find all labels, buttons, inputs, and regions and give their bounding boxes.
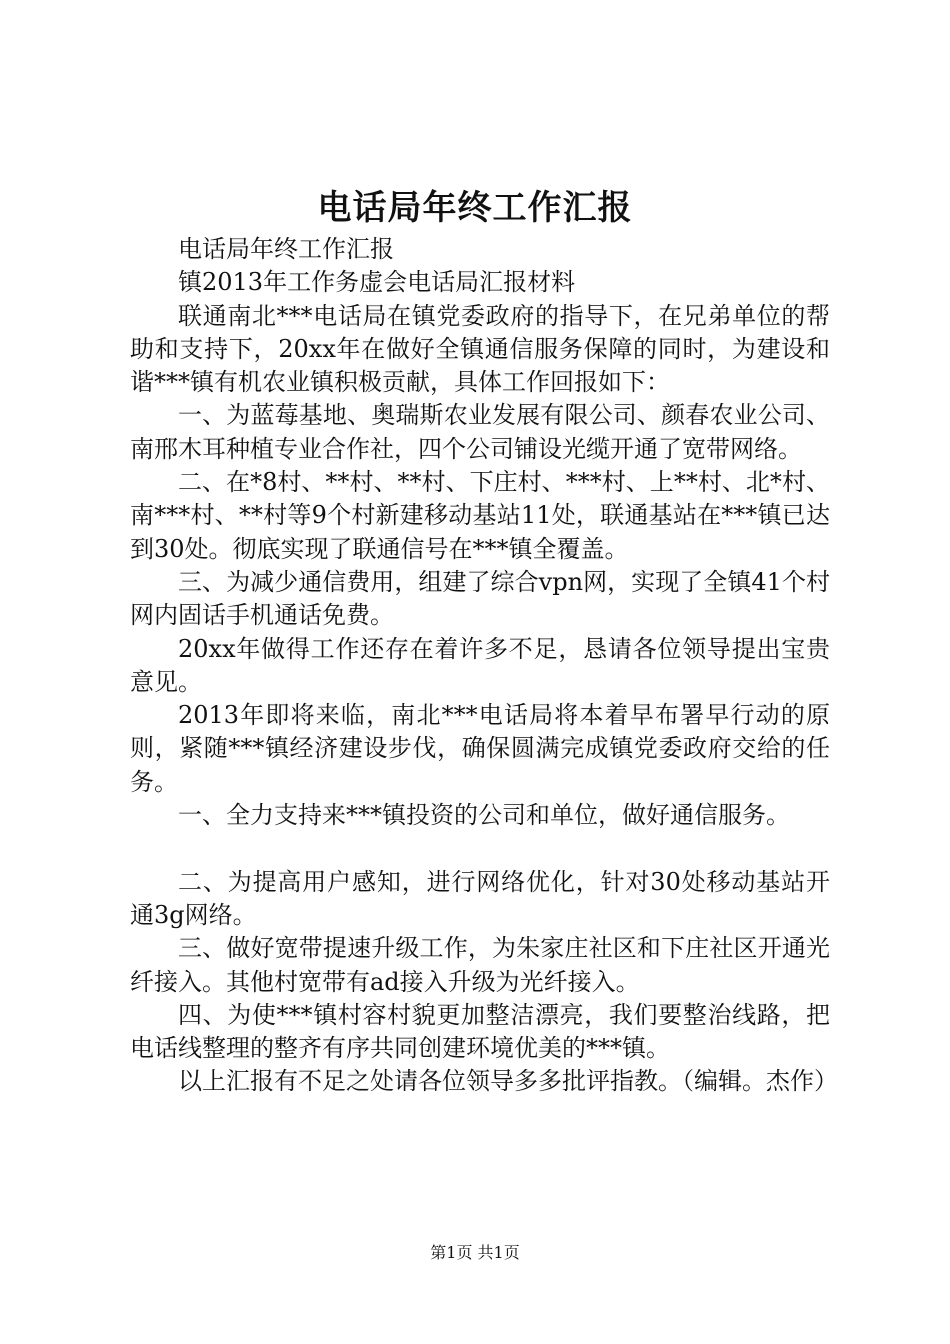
paragraph: 一、为蓝莓基地、奥瑞斯农业发展有限公司、颜春农业公司、南邢木耳种植专业合作社，四个公司铺设光缆开通了宽带网络。 — [130, 401, 830, 463]
paragraph: 镇2013年工作务虚会电话局汇报材料 — [178, 268, 576, 297]
paragraph: 20xx年做得工作还存在着许多不足，恳请各位领导提出宝贵意见。 — [130, 634, 830, 696]
paragraph: 二、为提高用户感知，进行网络优化，针对30处移动基站开通3g网络。 — [130, 867, 830, 929]
page-footer: 第1页 共1页 — [430, 1243, 520, 1262]
paragraph: 电话局年终工作汇报 — [178, 235, 394, 263]
document-body — [130, 233, 838, 1099]
paragraph: 一、全力支持来***镇投资的公司和单位，做好通信服务。 — [178, 801, 790, 830]
paragraph: 四、为使***镇村容村貌更加整洁漂亮，我们要整治线路，把电话线整理的整齐有序共同创建环境优美的***镇。 — [130, 1000, 830, 1063]
paragraph: 三、做好宽带提速升级工作，为朱家庄社区和下庄社区开通光纤接入。其他村宽带有ad接入升级为光纤接入。 — [130, 934, 830, 996]
blank-line — [130, 832, 830, 865]
paragraph: 联通南北***电话局在镇党委政府的指导下，在兄弟单位的帮助和支持下，20xx年在做好全镇通信服务保障的同时，为建设和谐***镇有机农业镇积极贡献，具体工作回报如下： — [130, 301, 830, 397]
paragraph: 二、在*8村、**村、**村、下庄村、***村、上**村、北*村、南***村、**村等9个村新建移动基站11处，联通基站在***镇已达到30处。彻底实现了联通信号在***镇全覆盖。 — [130, 468, 830, 563]
paragraph: 三、为减少通信费用，组建了综合vpn网，实现了全镇41个村网内固话手机通话免费。 — [130, 567, 830, 630]
paragraph: 以上汇报有不足之处请各位领导多多批评指教。（编辑。杰作） — [178, 1067, 838, 1096]
paragraph: 2013年即将来临，南北***电话局将本着早布署早行动的原则，紧随***镇经济建设步伐，确保圆满完成镇党委政府交给的任务。 — [130, 701, 830, 796]
document-title: 电话局年终工作汇报 — [317, 188, 633, 228]
